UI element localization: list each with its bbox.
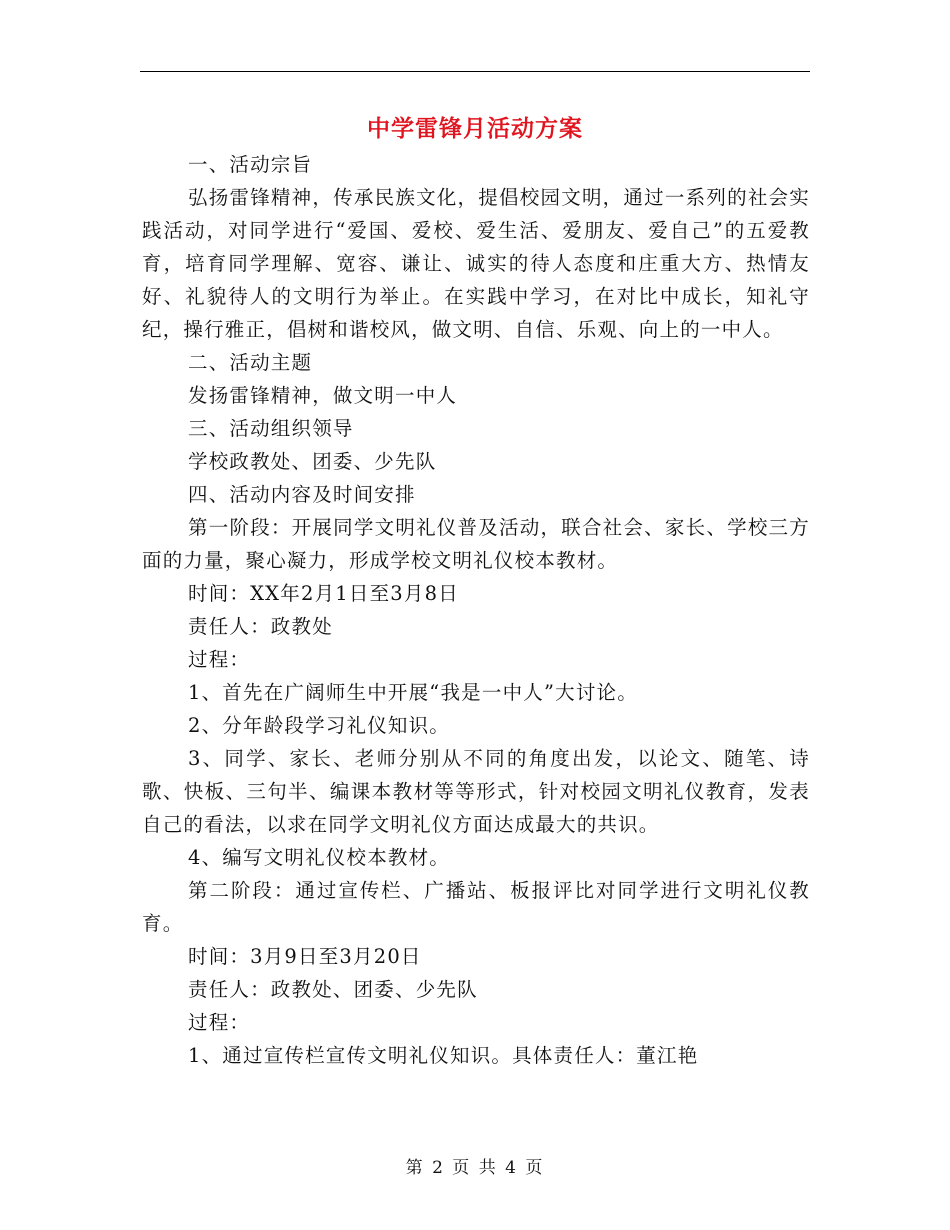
paragraph: 第二阶段：通过宣传栏、广播站、板报评比对同学进行文明礼仪教育。: [142, 879, 810, 935]
header-rule: [140, 71, 810, 72]
page-number: 第 2 页 共 4 页: [405, 1158, 545, 1178]
document-title: 中学雷锋月活动方案: [367, 115, 583, 142]
paragraph: 责任人：政教处、团委、少先队: [188, 978, 478, 1001]
paragraph: 4、编写文明礼仪校本教材。: [188, 846, 451, 869]
paragraph: 3、同学、家长、老师分别从不同的角度出发，以论文、随笔、诗歌、快板、三句半、编课本教材等等形式，针对校园文明礼仪教育，发表自己的看法，以求在同学文明礼仪方面达成最大的共识。: [142, 747, 810, 836]
paragraph: 二、活动主题: [188, 351, 313, 374]
paragraph: 过程：: [188, 1011, 251, 1034]
document-body: [142, 148, 810, 1072]
paragraph: 发扬雷锋精神，做文明一中人: [188, 384, 458, 407]
paragraph: 时间：3月9日至3月20日: [188, 945, 422, 968]
paragraph: 三、活动组织领导: [188, 417, 354, 440]
paragraph: 一、活动宗旨: [188, 153, 313, 176]
paragraph: 1、通过宣传栏宣传文明礼仪知识。具体责任人：董江艳: [188, 1044, 699, 1067]
paragraph: 四、活动内容及时间安排: [188, 483, 416, 506]
paragraph: 学校政教处、团委、少先队: [188, 450, 437, 473]
paragraph: 1、首先在广阔师生中开展“我是一中人”大讨论。: [188, 681, 638, 704]
paragraph: 责任人：政教处: [188, 615, 333, 638]
paragraph: 过程：: [188, 648, 251, 671]
paragraph: 第一阶段：开展同学文明礼仪普及活动，联合社会、家长、学校三方面的力量，聚心凝力，形成学校文明礼仪校本教材。: [142, 516, 810, 572]
paragraph: 2、分年龄段学习礼仪知识。: [188, 714, 451, 737]
paragraph: 时间：XX年2月1日至3月8日: [188, 582, 459, 605]
paragraph: 弘扬雷锋精神，传承民族文化，提倡校园文明，通过一系列的社会实践活动，对同学进行“爱国、爱校、爱生活、爱朋友、爱自己”的五爱教育，培育同学理解、宽容、谦让、诚实的待人态度和庄重大方、热情友好、礼貌待人的文明行为举止。在实践中学习，在对比中成长，知礼守纪，操行雅正，倡树和谐校风，做文明、自信、乐观、向上的一中人。: [142, 186, 810, 341]
